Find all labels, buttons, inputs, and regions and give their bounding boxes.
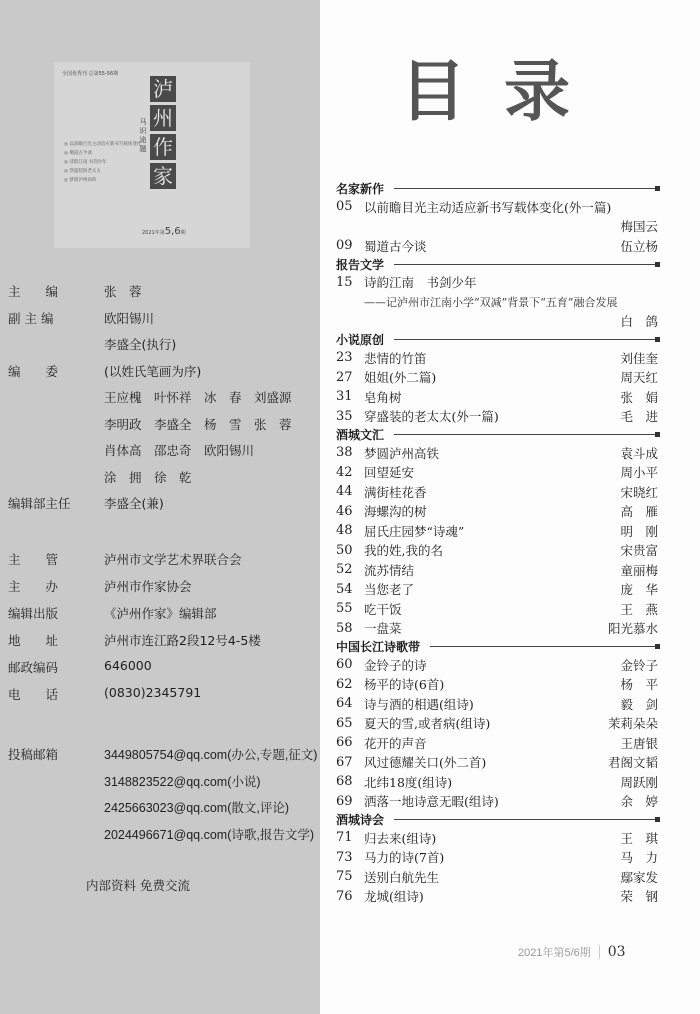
row-label: 投稿邮箱 — [8, 747, 59, 762]
toc-entry[interactable] — [336, 368, 658, 388]
section-title: 报告文学 — [336, 257, 385, 272]
section-rule — [394, 188, 658, 189]
row-value: 肖体高 邵忠奇 欧阳锡川 — [104, 443, 255, 458]
entry-page: 60 — [336, 657, 353, 673]
entry-title: 姐姐(外二篇) — [364, 370, 437, 386]
entry-author: 王 琪 — [620, 830, 658, 846]
entry-title: 杨平的诗(6首) — [364, 677, 445, 693]
cover-highlight: ◎ 以前瞻目光主动适应新书写载体变化 — [64, 140, 141, 149]
entry-title: 诗与酒的相遇(组诗) — [364, 696, 474, 712]
toc-entry[interactable] — [336, 792, 658, 812]
entry-author: 宋晓红 — [620, 484, 658, 500]
row-value: 李盛全(兼) — [104, 496, 164, 511]
entry-author: 周跃刚 — [620, 774, 658, 790]
entry-page: 66 — [336, 735, 353, 751]
entry-title: 流苏情结 — [364, 562, 415, 578]
section-heading — [336, 426, 658, 443]
entry-author: 君阁文韬 — [607, 755, 658, 771]
entry-page: 54 — [336, 581, 353, 597]
entry-title: 一盘菜 — [364, 621, 402, 637]
section-heading — [336, 256, 658, 273]
toc-entry[interactable] — [336, 560, 658, 580]
cover-signature: 马识途题 — [139, 118, 147, 154]
email-row — [8, 745, 318, 765]
entry-title: 归去来(组诗) — [364, 830, 437, 846]
toc-page — [320, 0, 700, 1014]
entry-title: 以前瞻目光主动适应新书写载体变化(外一篇) — [364, 199, 612, 215]
row-value: 李明政 李盛全 杨 雪 张 蓉 — [104, 416, 292, 432]
publisher-row — [8, 631, 261, 651]
section-rule — [430, 646, 658, 647]
entry-title: 梦圆泸州高铁 — [364, 445, 440, 461]
section-heading — [336, 331, 658, 348]
section-title: 小说原创 — [336, 333, 385, 347]
section-title: 名家新作 — [336, 182, 385, 196]
table-of-contents — [336, 180, 658, 906]
credit-row — [8, 309, 155, 329]
row-label: 电 话 — [8, 687, 59, 702]
entry-page: 09 — [336, 238, 353, 254]
entry-author: 宋贵富 — [620, 543, 658, 559]
toc-entry[interactable] — [336, 619, 658, 639]
row-value: 3449805754@qq.com(办公,专题,征文) — [104, 748, 318, 762]
entry-author: 杨 平 — [620, 677, 658, 693]
toc-entry[interactable] — [336, 197, 658, 217]
row-value: 2425663023@qq.com(散文,评论) — [104, 801, 289, 815]
entry-author-line — [336, 312, 658, 332]
entry-page: 75 — [336, 869, 353, 885]
toc-entry[interactable] — [336, 828, 658, 848]
entry-page: 05 — [336, 199, 353, 215]
entry-title: 花开的声音 — [364, 735, 427, 751]
entry-title: 海螺沟的树 — [364, 504, 427, 520]
entry-subtitle: ——记泸州市江南小学“双减”背景下“五育”融合发展 — [364, 295, 618, 309]
cover-highlight: ◎ 梦圆泸州高铁 — [64, 176, 141, 185]
entry-author: 张 娟 — [620, 389, 658, 405]
entry-author: 荣 钢 — [620, 889, 658, 905]
cover-issue-prefix: 2021年第 — [142, 230, 165, 236]
row-label: 编辑出版 — [8, 606, 59, 621]
entry-author: 毅 剑 — [620, 696, 658, 712]
entry-author: 毛 进 — [620, 409, 658, 425]
toc-entry[interactable] — [336, 541, 658, 561]
entry-page: 68 — [336, 774, 353, 790]
row-value: 涂 拥 徐 乾 — [104, 469, 192, 485]
entry-author: 高 雁 — [620, 504, 658, 520]
cover-highlight: ◎ 诗韵江南 书剑少年 — [64, 158, 141, 167]
toc-entry[interactable] — [336, 482, 658, 502]
toc-entry[interactable] — [336, 407, 658, 427]
entry-page: 35 — [336, 408, 353, 424]
entry-page: 44 — [336, 484, 353, 500]
entry-page: 71 — [336, 830, 353, 846]
page-title: 目录 — [400, 52, 608, 130]
cover-title-char: 州 — [150, 105, 176, 131]
cover-topline: 全国优秀刊 总第55-56期 — [62, 71, 119, 77]
toc-entry[interactable] — [336, 387, 658, 407]
row-value: 泸州市连江路2段12号4-5楼 — [104, 633, 261, 648]
entry-page: 48 — [336, 523, 353, 539]
toc-entry[interactable] — [336, 694, 658, 714]
cover-issue — [142, 226, 186, 237]
toc-entry[interactable] — [336, 675, 658, 695]
entry-title: 送别白航先生 — [364, 869, 440, 885]
section-title: 中国长江诗歌带 — [336, 640, 421, 654]
section-rule — [394, 819, 658, 820]
entry-title: 诗韵江南 书剑少年 — [364, 275, 477, 291]
page-footer — [518, 944, 626, 960]
entry-title: 吃干饭 — [364, 601, 402, 617]
entry-title: 夏天的雪,或者病(组诗) — [364, 716, 491, 732]
entry-page: 62 — [336, 676, 353, 692]
row-label: 副 主 编 — [8, 310, 54, 326]
entry-page: 50 — [336, 542, 353, 558]
toc-entry[interactable] — [336, 655, 658, 675]
entry-page: 58 — [336, 620, 353, 636]
section-heading — [336, 180, 658, 197]
section-heading — [336, 638, 658, 655]
entry-title: 屈氏庄园梦“诗魂” — [364, 523, 465, 539]
entry-author: 伍立杨 — [620, 238, 658, 254]
entry-author: 刘佳奎 — [620, 350, 658, 366]
row-value: (以姓氏笔画为序) — [104, 363, 202, 379]
entry-title: 风过德耀关口(外二首) — [364, 755, 487, 771]
entry-author: 童丽梅 — [620, 562, 658, 578]
row-value: 泸州市作家协会 — [104, 579, 192, 594]
entry-page: 52 — [336, 562, 353, 578]
section-title: 酒城文汇 — [336, 428, 385, 442]
cover-highlights — [64, 140, 141, 185]
toc-entry[interactable] — [336, 273, 658, 293]
entry-author: 庞 华 — [620, 582, 658, 598]
entry-title: 悲情的竹笛 — [364, 350, 427, 366]
row-label: 主 办 — [8, 579, 59, 594]
row-value: 2024496671@qq.com(诗歌,报告文学) — [104, 827, 314, 842]
footer-issue: 2021年第5/6期 — [518, 947, 591, 959]
toc-entry[interactable] — [336, 236, 658, 256]
entry-author: 鄢家发 — [620, 869, 658, 885]
entry-author: 白 鸽 — [620, 314, 658, 330]
toc-entry[interactable] — [336, 443, 658, 463]
row-value: 李盛全(执行) — [104, 337, 177, 352]
section-title: 酒城诗会 — [336, 813, 385, 827]
section-rule — [394, 434, 658, 435]
cover-title-char: 家 — [150, 163, 176, 189]
row-label: 主 编 — [8, 284, 59, 299]
entry-title: 北纬18度(组诗) — [364, 774, 453, 790]
cover-issue-suffix: 期 — [180, 230, 186, 236]
entry-author: 周小平 — [620, 465, 658, 481]
row-value: 3148823522@qq.com(小说) — [104, 774, 261, 789]
entry-title: 龙城(组诗) — [364, 889, 424, 905]
row-value: 646000 — [104, 658, 152, 673]
entry-author: 金铃子 — [620, 657, 658, 673]
row-label: 地 址 — [8, 633, 59, 648]
row-value: 王应槐 叶怀祥 冰 春 刘盛源 — [104, 390, 292, 405]
toc-entry[interactable] — [336, 887, 658, 907]
distribution-note: 内部资料 免费交流 — [86, 878, 190, 893]
row-value: 《泸州作家》编辑部 — [104, 606, 217, 621]
publisher-row — [8, 604, 217, 624]
toc-entry[interactable] — [336, 714, 658, 734]
entry-page: 15 — [336, 274, 353, 290]
entry-page: 69 — [336, 793, 353, 809]
entry-title: 皂角树 — [364, 389, 402, 405]
cover-title-char: 作 — [150, 134, 176, 160]
entry-author: 王 燕 — [620, 601, 658, 617]
publisher-row — [8, 658, 152, 678]
entry-title: 当您老了 — [364, 582, 415, 598]
cover-issue-number: 5,6 — [164, 226, 181, 237]
entry-title: 蜀道古今谈 — [364, 238, 427, 254]
entry-page: 65 — [336, 715, 353, 731]
entry-page: 67 — [336, 754, 353, 770]
entry-author: 阳光慕水 — [607, 621, 658, 637]
toc-entry[interactable] — [336, 848, 658, 868]
credit-row — [8, 282, 142, 302]
entry-author: 梅国云 — [620, 219, 658, 235]
toc-entry[interactable] — [336, 599, 658, 619]
entry-page: 73 — [336, 849, 353, 865]
entry-page: 46 — [336, 503, 353, 519]
entry-author: 明 刚 — [620, 523, 658, 539]
entry-author-line — [336, 217, 658, 237]
toc-entry[interactable] — [336, 867, 658, 887]
publisher-row — [8, 577, 192, 597]
toc-entry[interactable] — [336, 733, 658, 753]
entry-page: 76 — [336, 888, 353, 904]
entry-title: 马力的诗(7首) — [364, 850, 445, 866]
row-label: 编辑部主任 — [8, 496, 71, 511]
section-heading — [336, 811, 658, 828]
entry-page: 27 — [336, 369, 353, 385]
entry-author: 余 婷 — [620, 794, 658, 810]
row-value: (0830)2345791 — [104, 685, 202, 700]
toc-entry[interactable] — [336, 772, 658, 792]
row-label: 邮政编码 — [8, 660, 59, 675]
publisher-row — [8, 550, 242, 570]
row-label: 主 管 — [8, 552, 59, 567]
entry-author: 马 力 — [620, 850, 658, 866]
row-label: 编 委 — [8, 363, 59, 379]
entry-page: 31 — [336, 389, 353, 405]
cover-highlight: ◎ 穿盛装的老太太 — [64, 167, 141, 176]
row-value: 欧阳锡川 — [104, 310, 155, 326]
toc-entry[interactable] — [336, 502, 658, 522]
entry-author: 王唐银 — [620, 735, 658, 751]
entry-page: 42 — [336, 464, 353, 480]
entry-author: 茉莉朵朵 — [607, 716, 658, 732]
cover-title — [150, 76, 176, 189]
entry-page: 64 — [336, 696, 353, 712]
entry-author: 周天红 — [620, 370, 658, 386]
entry-title: 满街桂花香 — [364, 484, 427, 500]
section-rule — [394, 339, 658, 340]
entry-page: 38 — [336, 445, 353, 461]
cover-thumbnail — [54, 62, 250, 248]
toc-entry[interactable] — [336, 348, 658, 368]
toc-entry[interactable] — [336, 463, 658, 483]
entry-title: 我的姓,我的名 — [364, 543, 443, 559]
credit-row — [8, 362, 202, 382]
cover-title-char: 泸 — [150, 76, 176, 102]
cover-highlight: ◎ 蜀道古今谈 — [64, 149, 141, 158]
entry-author: 袁斗成 — [620, 445, 658, 461]
section-rule — [394, 264, 658, 265]
entry-title: 洒落一地诗意无暇(组诗) — [364, 794, 499, 810]
credit-row — [8, 494, 164, 514]
page-number: 03 — [607, 944, 626, 960]
publisher-row — [8, 685, 202, 705]
entry-title: 金铃子的诗 — [364, 657, 427, 673]
row-value: 泸州市文学艺术界联合会 — [104, 552, 242, 567]
entry-page: 23 — [336, 350, 353, 366]
toc-entry[interactable] — [336, 753, 658, 773]
footer-divider — [599, 945, 600, 959]
toc-entry[interactable] — [336, 580, 658, 600]
toc-entry[interactable] — [336, 521, 658, 541]
masthead-page — [0, 0, 320, 1014]
row-value: 张 蓉 — [104, 284, 142, 299]
entry-page: 55 — [336, 601, 353, 617]
entry-title: 穿盛装的老太太(外一篇) — [364, 409, 499, 425]
entry-title: 回望延安 — [364, 465, 415, 481]
